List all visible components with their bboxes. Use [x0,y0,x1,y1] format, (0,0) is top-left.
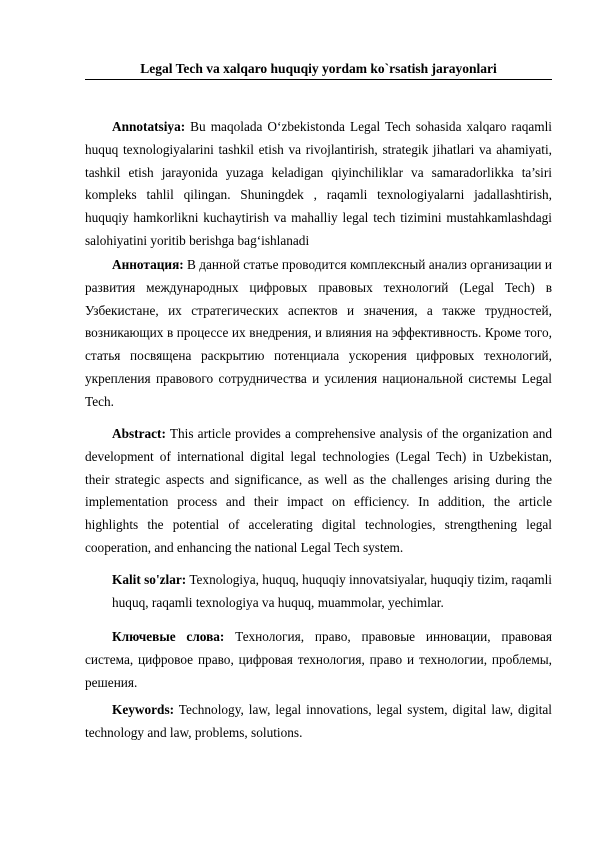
keywords-ru [85,626,552,694]
keywords-uz-text: Texnologiya, huquq, huquqiy innovatsiyalar, huquqiy tizim, raqamli huquq, raqamli texnologiya va huquq, muammolar, yechimlar. [112,572,552,610]
keywords-en [85,699,552,745]
keywords-uz [112,569,552,615]
keywords-uz-label: Kalit so'zlar: [112,572,187,587]
annotation-ru-label: Аннотация: [112,257,184,272]
keywords-ru-label: Ключевые слова: [112,629,225,644]
keywords-en-label: Keywords: [112,702,175,717]
paper-title: Legal Tech va xalqaro huquqiy yordam ko`rsatish jarayonlari [85,59,552,80]
annotation-ru-text: В данной статье проводится комплексный анализ организации и развития международных цифровых правовых технологий (Legal Tech) в Узбекистане, их стратегических аспектов и значения, а также трудностей, возникающих в процессе их внедрения, и влияния на эффективность. Кроме того, статья посвящена раскрытию потенциала ускорения цифровых технологий, укрепления правового сотрудничества и усиления национальной системы Legal Tech. [85,257,552,409]
annotation-uz-label: Annotatsiya: [112,119,186,134]
annotation-uz [85,116,552,253]
annotation-ru [85,254,552,414]
keywords-ru-text: Технология, право, правовые инновации, правовая система, цифровое право, цифровая технология, право и технологии, проблемы, решения. [85,629,552,690]
abstract-en [85,423,552,560]
keywords-en-text: Technology, law, legal innovations, legal system, digital law, digital technology and law, problems, solutions. [85,702,552,740]
abstract-en-text: This article provides a comprehensive analysis of the organization and development of international digital legal technologies (Legal Tech) in Uzbekistan, their strategic aspects and significance, as well as the challenges arising during the implementation process and their impact on efficiency. In addition, the article highlights the potential of accelerating digital technologies, strengthening legal cooperation, and enhancing the national Legal Tech system. [85,426,552,555]
abstract-en-label: Abstract: [112,426,166,441]
annotation-uz-text: Bu maqolada O‘zbekistonda Legal Tech sohasida xalqaro raqamli huquq texnologiyalarini tashkil etish va rivojlantirish, strategik jihatlari va ahamiyati, tashkil etish jarayonida yuzaga keladigan qiyinchiliklar va samaradorlikka ta’siri kompleks tahlil qilingan. Shuningdek , raqamli texnologiyalarni jadallashtirish, huquqiy hamkorlikni kuchaytirish va mahalliy legal tech tizimini mustahkamlashdagi salohiyatini yoritib berishga bag‘ishlanadi [85,119,553,248]
